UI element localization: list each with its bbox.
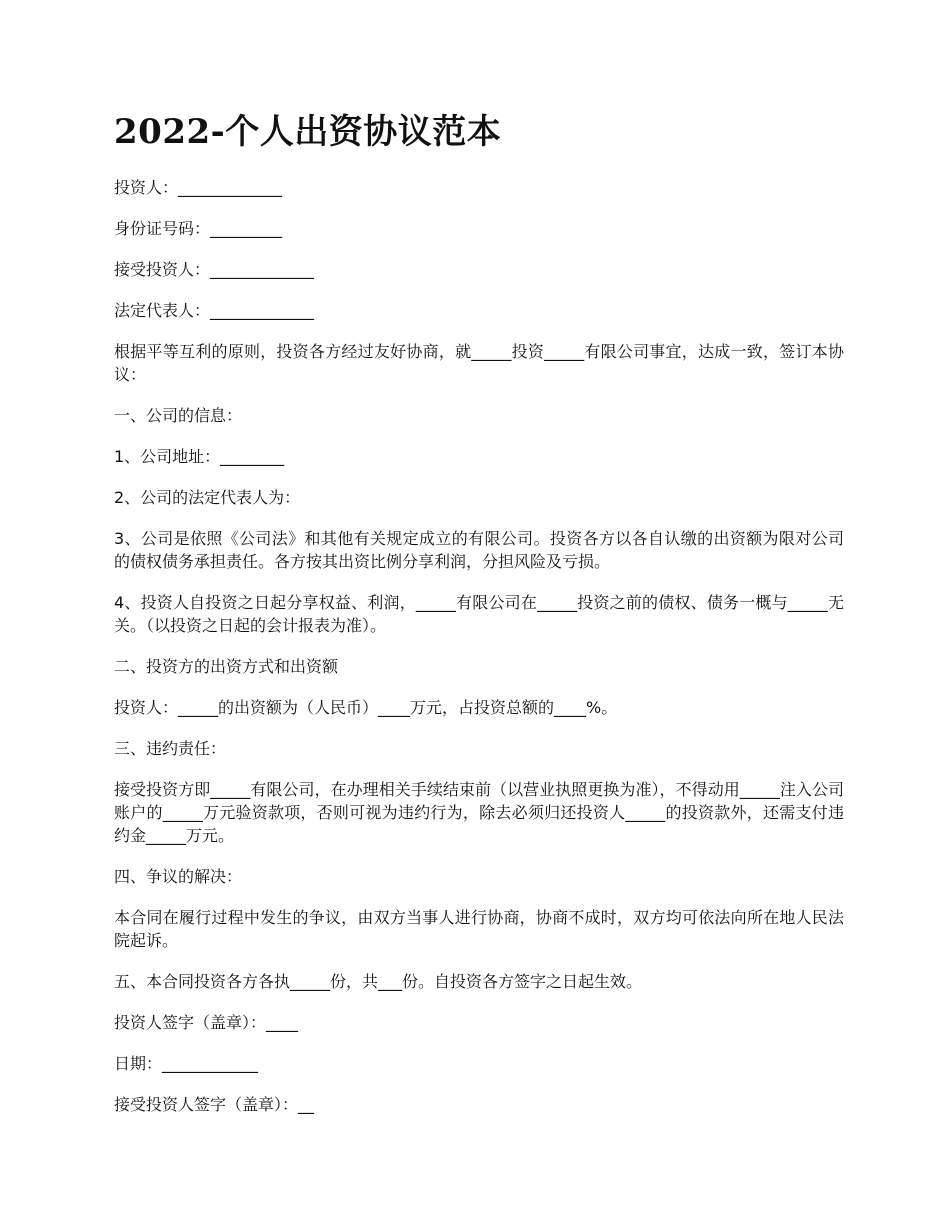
legal-representative-line: 法定代表人：_____________: [114, 301, 315, 320]
document-title: 2022-个人出资协议范本: [114, 112, 502, 152]
section-heading-breach: 三、违约责任：: [114, 739, 227, 758]
clause-profit-sharing: 4、投资人自投资之日起分享权益、利润，_____有限公司在_____投资之前的债权、债务一概与_____无关。（以投资之日起的会计报表为准）。: [114, 593, 844, 635]
section-heading-company-info: 一、公司的信息：: [114, 406, 243, 425]
investee-line: 接受投资人：_____________: [114, 260, 315, 279]
section-heading-dispute: 四、争议的解决：: [114, 867, 243, 886]
clause-contribution-amount: 投资人：_____的出资额为（人民币）____万元，占投资总额的____%。: [114, 698, 618, 717]
section-heading-contribution: 二、投资方的出资方式和出资额: [114, 657, 339, 676]
preamble-paragraph: 根据平等互利的原则，投资各方经过友好协商，就_____投资_____有限公司事宜，达成一致，签订本协议：: [114, 342, 844, 384]
clause-copies-effective: 五、本合同投资各方各执_____份，共___份。自投资各方签字之日起生效。: [114, 972, 643, 991]
date-line: 日期：____________: [114, 1054, 259, 1073]
id-number-line: 身份证号码：_________: [114, 219, 283, 238]
clause-dispute-resolution: 本合同在履行过程中发生的争议，由双方当事人进行协商，协商不成时，双方均可依法向所在地人民法院起诉。: [114, 908, 844, 950]
investee-signature-line: 接受投资人签字（盖章）：__: [114, 1095, 315, 1114]
clause-company-representative: 2、公司的法定代表人为：: [114, 488, 301, 507]
investor-line: 投资人：_____________: [114, 178, 283, 197]
clause-company-address: 1、公司地址：________: [114, 447, 285, 466]
investor-signature-line: 投资人签字（盖章）：____: [114, 1013, 299, 1032]
clause-breach-liability: 接受投资方即_____有限公司，在办理相关手续结束前（以营业执照更换为准），不得动用_____注入公司账户的_____万元验资款项，否则可视为违约行为，除去必须归还投资人_____的投资款外，还需支付违约金_____万元。: [114, 780, 844, 845]
document-page: [114, 110, 844, 1134]
clause-company-law: 3、公司是依照《公司法》和其他有关规定成立的有限公司。投资各方以各自认缴的出资额为限对公司的债权债务承担责任。各方按其出资比例分享利润，分担风险及亏损。: [114, 529, 844, 571]
